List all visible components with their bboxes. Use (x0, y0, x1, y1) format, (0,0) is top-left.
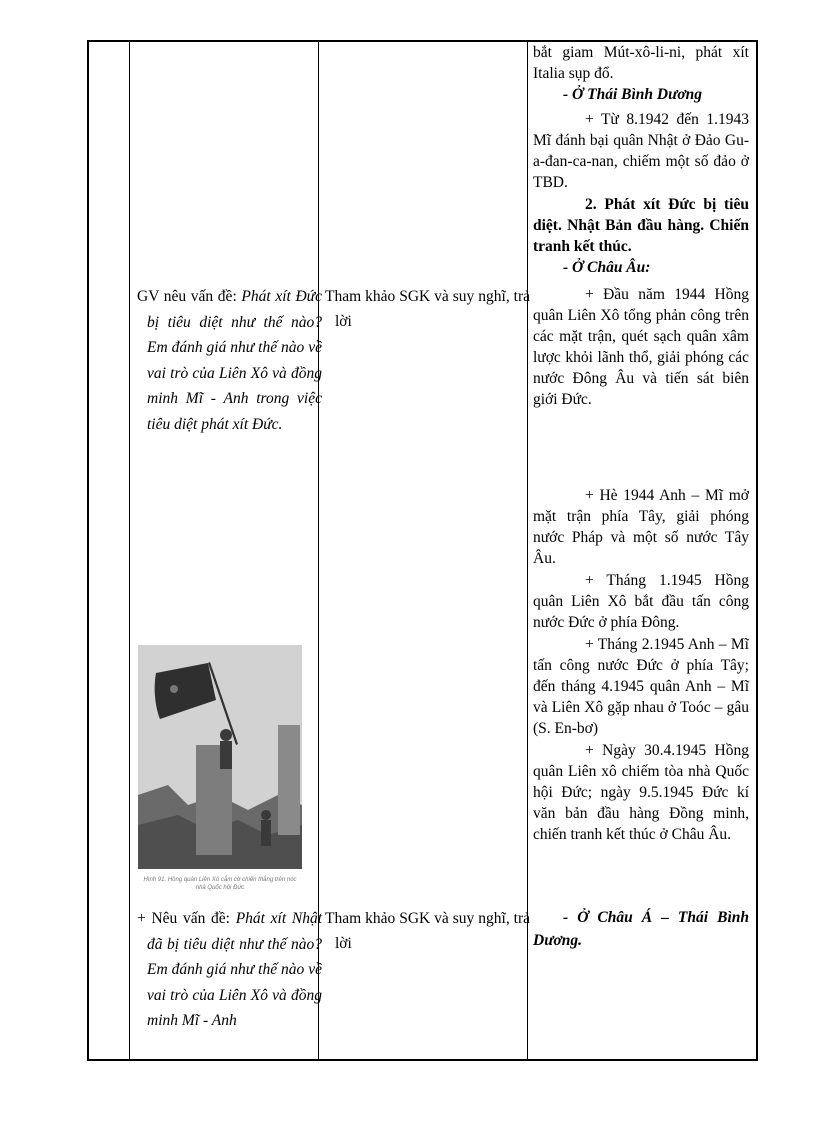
europe-paragraph-2: + Hè 1944 Anh – Mĩ mở mặt trận phía Tây, giải phóng nước Pháp và một số nước Tây Âu. (533, 487, 749, 567)
europe-paragraph-5: + Ngày 30.4.1945 Hồng quân Liên xô chiếm tòa nhà Quốc hội Đức; ngày 9.5.1945 Đức kí văn bản đầu hàng Đồng minh, chiến tranh kết thúc ở Châu Âu. (533, 742, 749, 843)
mussolini-text: bắt giam Mút-xô-li-ni, phát xít Italia sụp đổ. (533, 44, 749, 82)
student-activity-germany: Tham khảo SGK và suy nghĩ, trả lời (325, 288, 530, 330)
student-activity-japan: Tham khảo SGK và suy nghĩ, trả lời (325, 910, 530, 952)
column-divider (129, 40, 130, 1061)
reichstag-flag-photo (138, 645, 302, 869)
teacher-question-germany (137, 284, 322, 437)
europe-paragraph-1: + Đầu năm 1944 Hồng quân Liên Xô tổng phản công trên các mặt trận, quét sạch quân xâm lược khỏi lãnh thổ, giải phóng các nước Đông Âu và tiến sát biên giới Đức. (533, 286, 749, 408)
europe-paragraph-4: + Tháng 2.1945 Anh – Mĩ tấn công nước Đức ở phía Tây; đến tháng 4.1945 quân Anh – Mĩ và Liên Xô gặp nhau ở Toóc – gâu (S. En-bơ) (533, 636, 749, 737)
section-2-heading: 2. Phát xít Đức bị tiêu diệt. Nhật Bản đầu hàng. Chiến tranh kết thúc. (533, 196, 749, 255)
asia-pacific-heading: - Ở Châu Á – Thái Bình Dương. (533, 909, 749, 949)
teacher-question: Phát xít Đức bị tiêu diệt như thế nào? Em đánh giá như thế nào về vai trò của Liên Xô và đồng minh Mĩ - Anh trong việc tiêu diệt phát xít Đức. (147, 288, 322, 433)
pacific-text: + Từ 8.1942 đến 1.1943 Mĩ đánh bại quân Nhật ở Đảo Gu-a-đan-ca-nan, chiếm một số đảo ở TBD. (533, 111, 749, 191)
teacher-question-japan (137, 906, 322, 1034)
photo-caption: Hình 91. Hồng quân Liên Xô cắm cờ chiến thắng trên nóc nhà Quốc hội Đức (143, 877, 297, 891)
reichstag-flag-illustration (138, 645, 302, 869)
teacher-prefix: + Nêu vấn đề: (137, 910, 236, 927)
europe-heading: - Ở Châu Âu: (563, 259, 651, 276)
teacher-question: Phát xít Nhật đã bị tiêu diệt như thế nào? Em đánh giá như thế nào về vai trò của Liên Xô và đồng minh Mĩ - Anh (147, 910, 322, 1029)
pacific-heading: - Ở Thái Bình Dương (563, 86, 703, 103)
teacher-prefix: GV nêu vấn đề: (137, 288, 242, 305)
europe-paragraph-3: + Tháng 1.1945 Hồng quân Liên Xô bắt đầu tấn công nước Đức ở phía Đông. (533, 572, 749, 631)
